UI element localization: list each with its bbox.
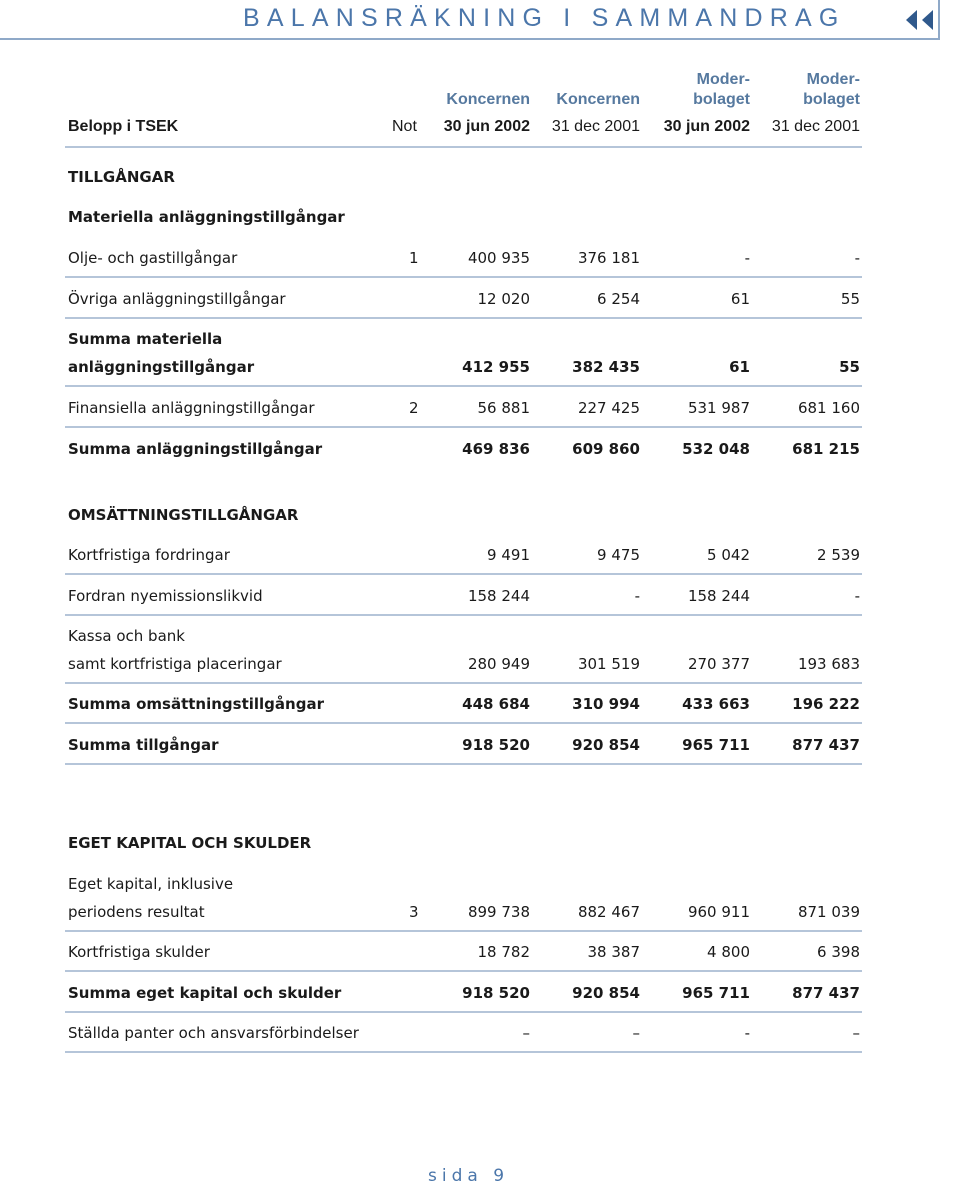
table-row-summa-omsattning: Summa omsättningstillgångar 448 684 310 994 433 663 196 222 [68, 695, 860, 713]
section-title-current-assets: OMSÄTTNINGSTILLGÅNGAR [68, 506, 299, 524]
table-row-olje: Olje- och gastillgångar 1 400 935 376 181 - - [68, 249, 860, 267]
divider [65, 426, 862, 428]
divider [65, 970, 862, 972]
subsection-title-tangible: Materiella anläggningstillgångar [68, 208, 345, 226]
date-header-1: 30 jun 2002 [443, 118, 530, 135]
page-number: sida 9 [428, 1166, 510, 1186]
divider [65, 146, 862, 148]
table-row-kortfristiga-skulder: Kortfristiga skulder 18 782 38 387 4 800 6 398 [68, 943, 860, 961]
date-header-4: 31 dec 2001 [771, 118, 860, 135]
note-column-header: Not [392, 118, 417, 135]
divider [65, 385, 862, 387]
table-row-eget-kapital: periodens resultat 3 899 738 882 467 960 911 871 039 [68, 903, 860, 921]
header-divider [0, 38, 940, 40]
table-row-summa-materiella: anläggningstillgångar 412 955 382 435 61 55 [68, 358, 860, 376]
amount-unit-label: Belopp i TSEK [68, 118, 179, 135]
row-label-prefix: Eget kapital, inklusive [68, 875, 234, 893]
date-header-3: 30 jun 2002 [663, 118, 750, 135]
table-row-fordran: Fordran nyemissionslikvid 158 244 - 158 244 - [68, 587, 860, 605]
table-row-summa-tillgangar: Summa tillgångar 918 520 920 854 965 711 877 437 [68, 736, 860, 754]
divider [65, 276, 862, 278]
divider [65, 930, 862, 932]
column-header-2: Koncernen [556, 91, 640, 108]
divider [65, 1011, 862, 1013]
table-row-summa-anlaggning: Summa anläggningstillgångar 469 836 609 860 532 048 681 215 [68, 440, 860, 458]
page-title: BALANSRÄKNING I SAMMANDRAG [243, 4, 846, 32]
section-title-equity: EGET KAPITAL OCH SKULDER [68, 834, 312, 852]
section-title-assets: TILLGÅNGAR [68, 168, 175, 186]
table-row-stallda-panter: Ställda panter och ansvarsförbindelser – – - – [68, 1024, 860, 1042]
column-header-3: bolaget [693, 91, 750, 108]
column-header-4-line1: Moder- [806, 71, 860, 88]
divider [65, 573, 862, 575]
divider [65, 317, 862, 319]
prev-page-icon[interactable] [922, 10, 933, 30]
table-row-kortfristiga: Kortfristiga fordringar 9 491 9 475 5 042 2 539 [68, 546, 860, 564]
date-header-2: 31 dec 2001 [551, 118, 640, 135]
divider [65, 682, 862, 684]
table-row-summa-eget-kapital: Summa eget kapital och skulder 918 520 920 854 965 711 877 437 [68, 984, 860, 1002]
divider [65, 614, 862, 616]
divider [65, 722, 862, 724]
row-label-prefix: Summa materiella [68, 330, 223, 348]
table-row-kassa: samt kortfristiga placeringar 280 949 301 519 270 377 193 683 [68, 655, 860, 673]
table-row-ovriga: Övriga anläggningstillgångar 12 020 6 254 61 55 [68, 290, 860, 308]
divider [65, 763, 862, 765]
column-header-3-line1: Moder- [696, 71, 750, 88]
column-header-1: Koncernen [446, 91, 530, 108]
divider [65, 1051, 862, 1053]
row-label-prefix: Kassa och bank [68, 627, 185, 645]
back-arrow-icon[interactable] [906, 10, 917, 30]
table-row-finansiella: Finansiella anläggningstillgångar 2 56 881 227 425 531 987 681 160 [68, 399, 860, 417]
column-header-4: bolaget [803, 91, 860, 108]
header-divider-vertical [938, 0, 940, 40]
